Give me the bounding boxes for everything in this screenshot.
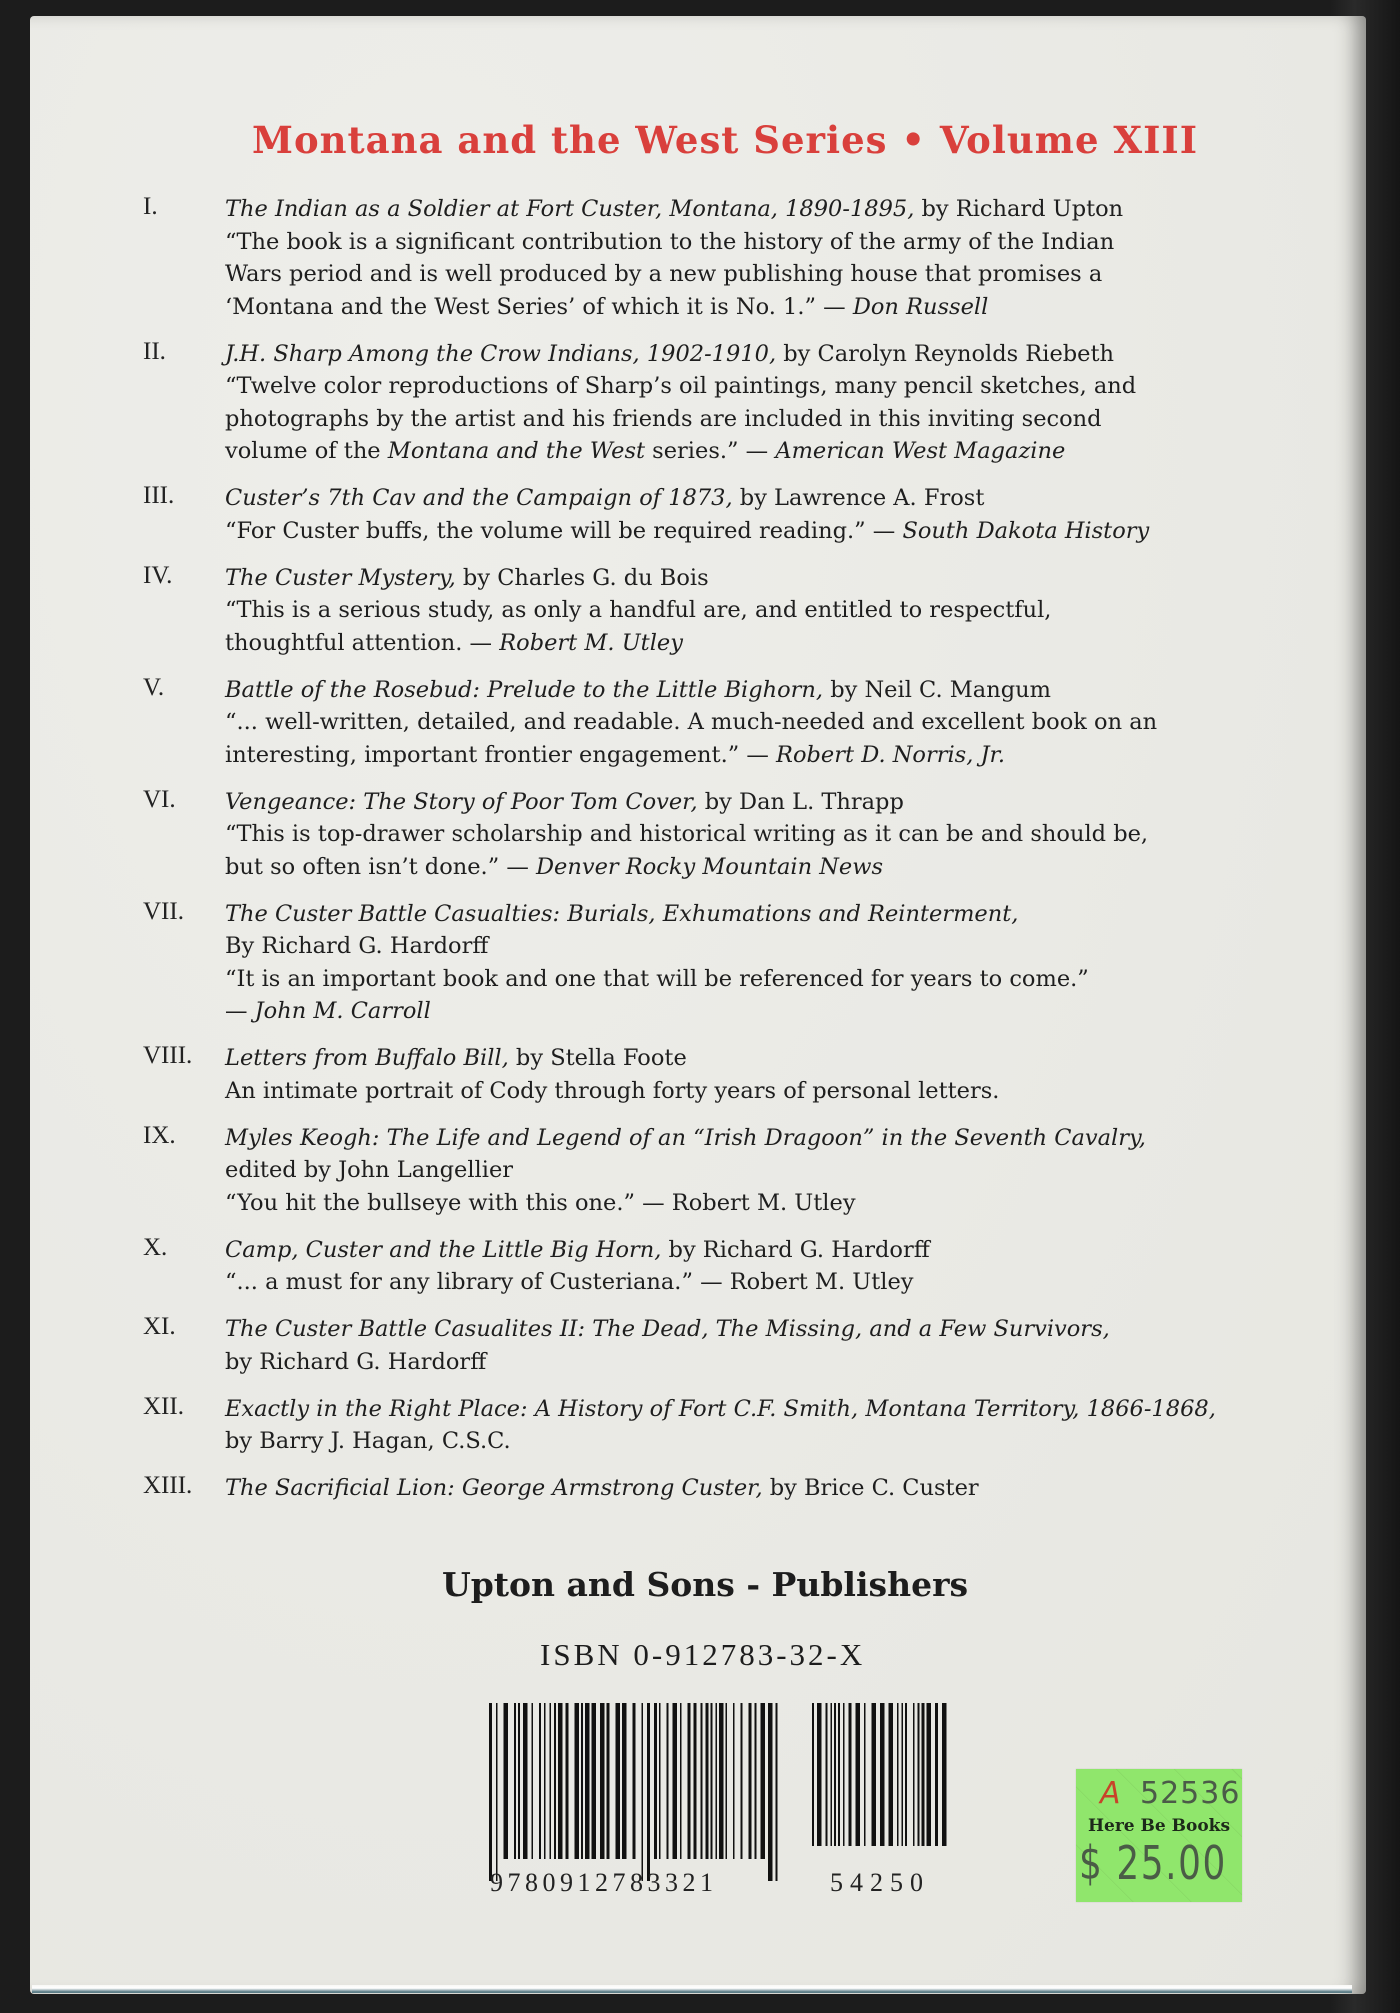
volume-numeral: IX. — [143, 1121, 176, 1149]
text: by Dan L. Thrapp — [697, 788, 904, 815]
text: photographs by the artist and his friends are included in this inviting second — [225, 405, 1102, 432]
volume-description — [225, 1042, 1325, 1107]
description-line — [225, 674, 1325, 707]
description-line — [225, 562, 1325, 595]
sticker-price: $ 25.00 — [1079, 1836, 1227, 1890]
text: series.” — — [645, 438, 776, 464]
text: by Charles G. du Bois — [455, 564, 709, 591]
italic-text: Myles Keogh: The Life and Legend of an “Irish Dragoon” in the Seventh Cavalry, — [225, 1124, 1146, 1151]
volume-numeral: IV. — [143, 561, 173, 589]
description-line — [225, 930, 1325, 963]
volume-numeral: II. — [143, 337, 166, 365]
volume-description — [225, 482, 1325, 547]
description-line — [225, 963, 1325, 996]
text: — — [225, 998, 255, 1024]
description-line — [225, 995, 1325, 1028]
italic-text: The Custer Battle Casualites II: The Dead, The Missing, and a Few Survivors, — [225, 1316, 1110, 1342]
italic-text: J.H. Sharp Among the Crow Indians, 1902-1910, — [225, 340, 777, 367]
description-line — [225, 291, 1325, 324]
text: but so often isn’t done.” — — [225, 853, 537, 880]
volume-description — [225, 193, 1325, 323]
italic-text: Battle of the Rosebud: Prelude to the Little Bighorn, — [225, 676, 824, 703]
description-line — [225, 1122, 1325, 1155]
isbn-label: ISBN 0-912783-32-X — [540, 1637, 866, 1672]
text: thoughtful attention. — — [225, 629, 500, 656]
text: by Richard Upton — [914, 196, 1124, 222]
description-line — [225, 1472, 1325, 1505]
barcode-digits: 9780912783321 — [490, 1868, 718, 1897]
text: “... well-written, detailed, and readable. A much-needed and excellent book on an — [225, 709, 1158, 735]
volume-description — [225, 898, 1325, 1028]
text: by Brice C. Custer — [762, 1475, 979, 1501]
text: by Richard G. Hardorff — [225, 1348, 487, 1375]
volume-description — [225, 1313, 1325, 1378]
italic-text: The Sacrificial Lion: George Armstrong Custer, — [225, 1475, 763, 1501]
description-line — [225, 482, 1325, 515]
italic-text: The Custer Battle Casualties: Burials, Exhumations and Reinterment, — [225, 900, 1019, 927]
text: By Richard G. Hardorff — [225, 933, 489, 959]
barcode-addon-digits: 54250 — [830, 1868, 930, 1897]
barcode-addon-icon — [812, 1703, 949, 1868]
description-line — [225, 851, 1325, 884]
cover-edge — [32, 1985, 1352, 1993]
description-line — [225, 1313, 1325, 1346]
description-line — [225, 370, 1325, 403]
volume-numeral: XI. — [143, 1313, 176, 1340]
description-line — [225, 515, 1325, 548]
description-line — [225, 1266, 1325, 1299]
text: “It is an important book and one that will be referenced for years to come.” — [225, 965, 1089, 992]
volume-numeral: VI. — [143, 785, 176, 813]
italic-text: Montana and the West — [387, 438, 646, 464]
text: “... a must for any library of Custeriana.” — Robert M. Utley — [225, 1269, 914, 1295]
description-line — [225, 226, 1325, 259]
sticker-letter: A — [1100, 1776, 1121, 1811]
italic-text: Letters from Buffalo Bill, — [225, 1045, 509, 1071]
description-line — [225, 786, 1325, 819]
description-line — [225, 627, 1325, 660]
volume-numeral: VIII. — [143, 1042, 193, 1069]
text: “This is top-drawer scholarship and historical writing as it can be and should be, — [225, 821, 1149, 847]
description-line — [225, 1346, 1325, 1379]
text: edited by John Langellier — [225, 1157, 514, 1183]
italic-text: Vengeance: The Story of Poor Tom Cover, — [225, 788, 698, 815]
description-line — [225, 258, 1325, 291]
description-line — [225, 706, 1325, 739]
description-line — [225, 739, 1325, 772]
text: ‘Montana and the West Series’ of which it is No. 1.” — — [225, 293, 853, 320]
italic-text: American West Magazine — [775, 438, 1066, 464]
sticker-store-name: Here Be Books — [1087, 1816, 1231, 1836]
barcode-icon — [489, 1703, 781, 1881]
volume-description — [225, 1472, 1325, 1505]
italic-text: Robert M. Utley — [499, 629, 683, 656]
volume-numeral: XII. — [143, 1392, 184, 1420]
description-line — [225, 1187, 1325, 1220]
italic-text: John M. Carroll — [254, 998, 431, 1024]
description-line — [225, 1154, 1325, 1187]
volume-numeral: VII. — [143, 897, 184, 925]
italic-text: Don Russell — [852, 293, 989, 320]
text: “The book is a significant contribution to the history of the army of the Indian — [225, 228, 1115, 255]
description-line — [225, 1425, 1325, 1458]
publisher-name: Upton and Sons - Publishers — [441, 1565, 969, 1604]
italic-text: South Dakota History — [902, 517, 1150, 544]
description-line — [225, 1393, 1325, 1426]
text: by Neil C. Mangum — [823, 676, 1051, 703]
description-line — [225, 818, 1325, 851]
text: by Lawrence A. Frost — [732, 485, 985, 511]
text: “For Custer buffs, the volume will be required reading.” — — [225, 517, 903, 544]
italic-text: Denver Rocky Mountain News — [536, 853, 884, 880]
sticker-stock-number: 52536 — [1140, 1776, 1241, 1811]
description-line — [225, 435, 1325, 468]
text: An intimate portrait of Cody through forty years of personal letters. — [225, 1077, 1000, 1104]
volume-numeral: III. — [143, 482, 175, 509]
text: Wars period and is well produced by a new publishing house that promises a — [225, 261, 1103, 287]
text: “Twelve color reproductions of Sharp’s oil paintings, many pencil sketches, and — [225, 373, 1137, 399]
text: volume of the — [225, 438, 388, 464]
description-line — [225, 338, 1325, 371]
text: “This is a serious study, as only a handful are, and entitled to respectful, — [225, 597, 1052, 623]
text: “You hit the bullseye with this one.” — Robert M. Utley — [225, 1189, 856, 1216]
italic-text: The Indian as a Soldier at Fort Custer, Montana, 1890-1895, — [225, 196, 915, 222]
volume-numeral: XIII. — [143, 1472, 193, 1499]
italic-text: Custer’s 7th Cav and the Campaign of 1873, — [225, 485, 733, 511]
volume-description — [225, 1234, 1325, 1299]
series-title: Montana and the West Series • Volume XIII — [251, 118, 1199, 162]
volume-numeral: V. — [143, 673, 165, 701]
description-line — [225, 1042, 1325, 1075]
text: by Richard G. Hardorff — [661, 1236, 930, 1263]
description-line — [225, 193, 1325, 226]
volume-numeral: I. — [143, 193, 158, 220]
text: interesting, important frontier engagement.” — — [225, 741, 777, 768]
italic-text: Exactly in the Right Place: A History of Fort C.F. Smith, Montana Territory, 1866-1868, — [225, 1395, 1216, 1422]
italic-text: Robert D. Norris, Jr. — [776, 741, 1005, 768]
volume-description — [225, 786, 1325, 884]
volume-description — [225, 1393, 1325, 1458]
text: by Stella Foote — [508, 1045, 687, 1071]
italic-text: Camp, Custer and the Little Big Horn, — [225, 1236, 662, 1263]
volume-description — [225, 338, 1325, 468]
text: by Barry J. Hagan, C.S.C. — [225, 1428, 511, 1454]
italic-text: The Custer Mystery, — [225, 564, 456, 591]
text: by Carolyn Reynolds Riebeth — [776, 340, 1115, 367]
description-line — [225, 1075, 1325, 1108]
volume-numeral: X. — [143, 1233, 168, 1261]
volume-description — [225, 562, 1325, 660]
volume-description — [225, 674, 1325, 772]
volume-description — [225, 1122, 1325, 1220]
description-line — [225, 403, 1325, 436]
description-line — [225, 594, 1325, 627]
description-line — [225, 1234, 1325, 1267]
description-line — [225, 898, 1325, 931]
